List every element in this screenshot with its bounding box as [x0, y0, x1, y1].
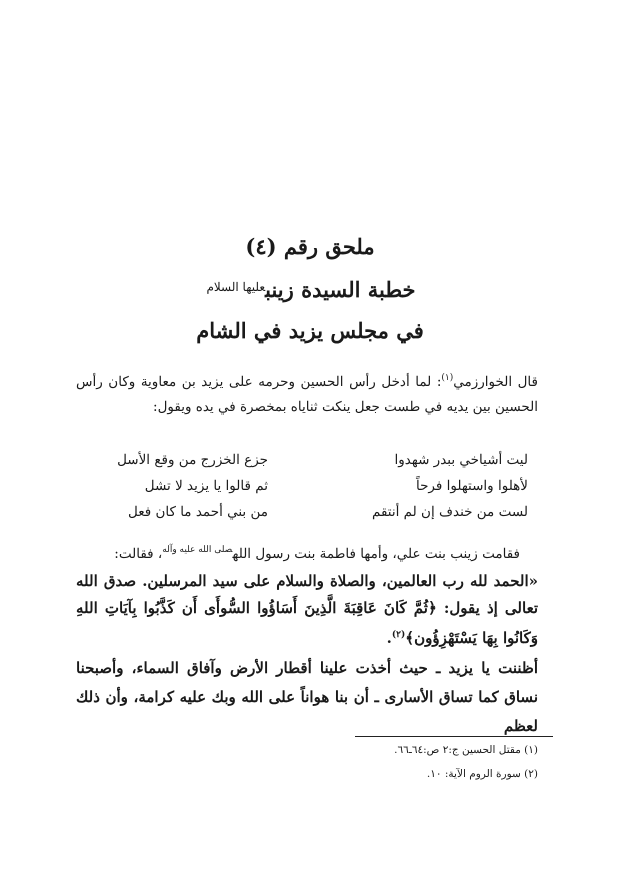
prophet-honorific: صلى الله عليه وآله — [162, 545, 233, 555]
poem-verse-1 — [76, 452, 538, 476]
quote-end: . — [386, 629, 392, 647]
intro-paragraph — [76, 366, 538, 420]
verse-1-second-hemistich: جزع الخزرج من وقع الأسل — [117, 452, 268, 468]
poem-verse-3 — [76, 504, 538, 528]
footnote-divider — [355, 736, 553, 737]
sermon-title-text: خطبة السيدة زينب — [265, 277, 416, 302]
verse-2-second-hemistich: ثم قالوا يا يزيد لا تشل — [144, 478, 268, 494]
poem-verse-2 — [76, 478, 538, 502]
honorific-ligature: عليها السلام — [206, 280, 266, 294]
verse-1-first-hemistich: ليت أشياخي ببدر شهدوا — [394, 452, 528, 468]
footnote-ref-1: (١) — [441, 373, 454, 383]
verse-2-first-hemistich: لأهلوا واستهلوا فرحاً — [415, 478, 528, 494]
appendix-title: ملحق رقم (٤) — [245, 234, 375, 259]
sermon-title — [0, 277, 620, 302]
quote-text: «الحمد لله رب العالمين، والصلاة والسلام على سيد المرسلين. صدق الله تعالى إذ يقول: ﴿ثُمَّ كَانَ عَاقِبَةَ الَّذِينَ أَسَاؤُوا السُّوأَى أَن كَذَّبُوا بِآيَاتِ اللهِ وَكَانُوا بِهَا يَسْتَهْزِؤُون﴾ — [76, 572, 538, 647]
sermon-quote — [76, 568, 538, 652]
footnote-2: (٢) سورة الروم الآية: ١٠. — [426, 768, 538, 780]
verse-3-second-hemistich: من بني أحمد ما كان فعل — [127, 504, 268, 520]
after-poem-line — [76, 538, 520, 567]
footnote-ref-2: (٢) — [391, 630, 406, 640]
sermon-paragraph: أظننت يا يزيد ـ حيث أخذت علينا أقطار الأرض وآفاق السماء، وأصبحنا نساق كما تساق الأسارى ـ أن بنا هواناً على الله وبك عليه كرامة، وأن ذلك لعظم — [76, 659, 538, 735]
after-poem-text: فقامت زينب بنت علي، وأمها فاطمة بنت رسول الله — [232, 546, 520, 562]
footnote-1: (١) مقتل الحسين ج:٢ ص:٦٤ـ٦٦. — [394, 744, 538, 756]
intro-text: قال الخوارزمي — [453, 374, 538, 390]
after-poem-rest: ، فقالت: — [114, 546, 163, 562]
intro-rest: : لما أدخل رأس الحسين وحرمه على يزيد بن معاوية وكان رأس الحسين بين يديه في طست جعل ينكت ثناياه بمخصرة في يده ويقول: — [76, 374, 538, 415]
verse-3-first-hemistich: لست من خندف إن لم أنتقم — [371, 504, 528, 520]
sermon-subtitle: في مجلس يزيد في الشام — [196, 318, 424, 343]
